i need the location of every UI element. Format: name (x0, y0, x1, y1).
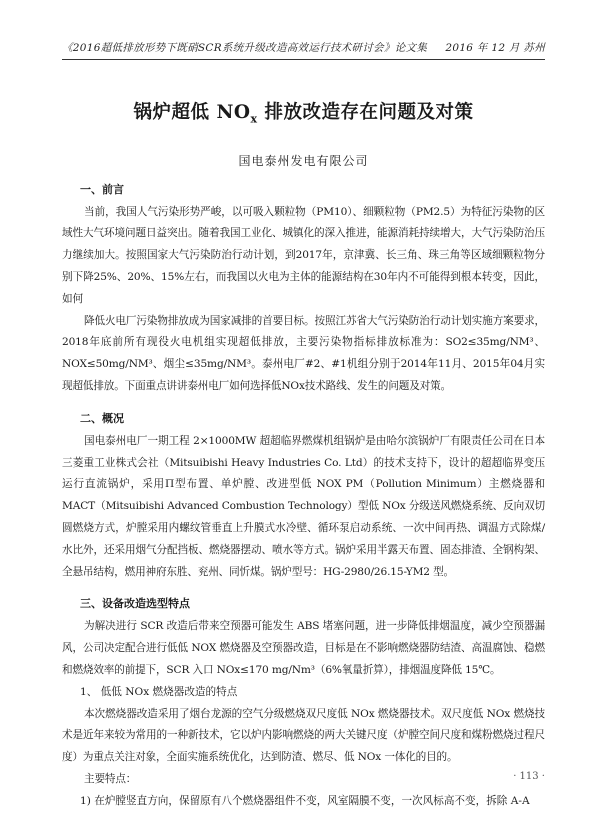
affiliation: 国电泰州发电有限公司 (238, 153, 369, 168)
date-location: 2016 年 12 月 苏州 (445, 42, 545, 54)
title-subscript: x (250, 112, 258, 126)
title-main: 锅炉超低 NO (133, 102, 251, 123)
section-heading-overview: 二、概况 (80, 411, 124, 425)
paragraph: 国电泰州电厂一期工程 2×1000MW 超超临界燃煤机组锅炉是由哈尔滨锅炉厂有限责任公司在日本三菱重工业株式会社（Mitsuibishi Heavy Industries Co. Ltd）的技术支持下，设计的超超临界变压运行直流锅炉，采用Π型布置、单炉膛、改进型低 NOX PM（Pollution Minimum）主燃烧器和 MACT（Mitsuibishi Advanced Combustion Technology）型低 NOx 分级送风燃烧系统、反向双切圆燃烧方式，炉膛采用内螺纹管垂直上升膜式水冷壁、循环泵启动系统、一次中间再热、调温方式除煤/水比外，还采用烟气分配挡板、燃烧器摆动、喷水等方式。锅炉采用半露天布置、固态排渣、全钢构架、全悬吊结构，燃用神府东胜、兖州、同忻煤。锅炉型号：HG-2980/26.15-YM2 型。 (62, 434, 545, 578)
paragraph: 当前，我国人气污染形势严峻，以可吸入颗粒物（PM10）、细颗粒物（PM2.5）为特征污染物的区域性大气环境问题日益突出。随着我国工业化、城镇化的深入推进，能源消耗持续增大，大气污染防治压力继续加大。按照国家大气污染防治行动计划，到2017年，京津冀、长三角、珠三角等区域细颗粒物分别下降25%、20%、15%左右，而我国以火电为主体的能源结构在30年内不可能得到根本转变，因此，如何 (62, 205, 545, 305)
paragraph: 本次燃烧器改造采用了烟台龙源的空气分级燃烧双尺度低 NOx 燃烧器技术。双尺度低 NOx 燃烧技术是近年来较为常用的一种新技术，它以炉内影响燃烧的两大关键尺度（炉膛空间尺度和煤粉燃烧过程尺度）为重点关注对象，全面实施系统优化，达到防渣、燃尽、低 NOx 一体化的目的。 (62, 707, 545, 764)
page-number: · 113 · (513, 771, 545, 782)
section-heading-equipment: 三、设备改造选型特点 (80, 597, 190, 611)
paragraph: 降低火电厂污染物排放成为国家减排的首要目标。按照江苏省大气污染防治行动计划实施方案要求，2018年底前所有现役火电机组实现超低排放，主要污染物指标排放标准为：SO2≤35mg/NM³、NOX≤50mg/NM³、烟尘≤35mg/NM³。泰州电厂#2、#1机组分别于2014年11月、2015年04月实现超低排放。下面重点讲讲泰州电厂如何选择低NOx技术路线、发生的问题及对策。 (62, 314, 545, 393)
list-item: 1) 在炉膛竖直方向，保留原有八个燃烧器组件不变，风室隔膜不变，一次风标高不变，拆除 A-A (80, 794, 530, 807)
paragraph: 为解决进行 SCR 改造后带来空预器可能发生 ABS 堵塞问题，进一步降低排烟温度，减少空预器漏风，公司决定配合进行低低 NOX 燃烧器及空预器改造，目标是在不影响燃烧器防结渣、高温腐蚀、稳燃和燃烧效率的前提下，SCR 入口 NOx≤170 mg/Nm³（6%氧量折算），排烟温度降低 15℃。 (62, 620, 545, 677)
running-header (62, 0, 545, 60)
title-rest: 排放改造存在问题及对策 (257, 102, 474, 123)
paragraph: 主要特点： (84, 773, 137, 786)
section-heading-intro: 一、前言 (80, 182, 124, 196)
paper-title (62, 98, 545, 126)
journal-name: 《2016超低排放形势下既硝SCR系统升级改造高效运行技术研讨会》论文集 (62, 42, 428, 54)
list-item: 1、 低低 NOx 燃烧器改造的特点 (80, 685, 238, 698)
